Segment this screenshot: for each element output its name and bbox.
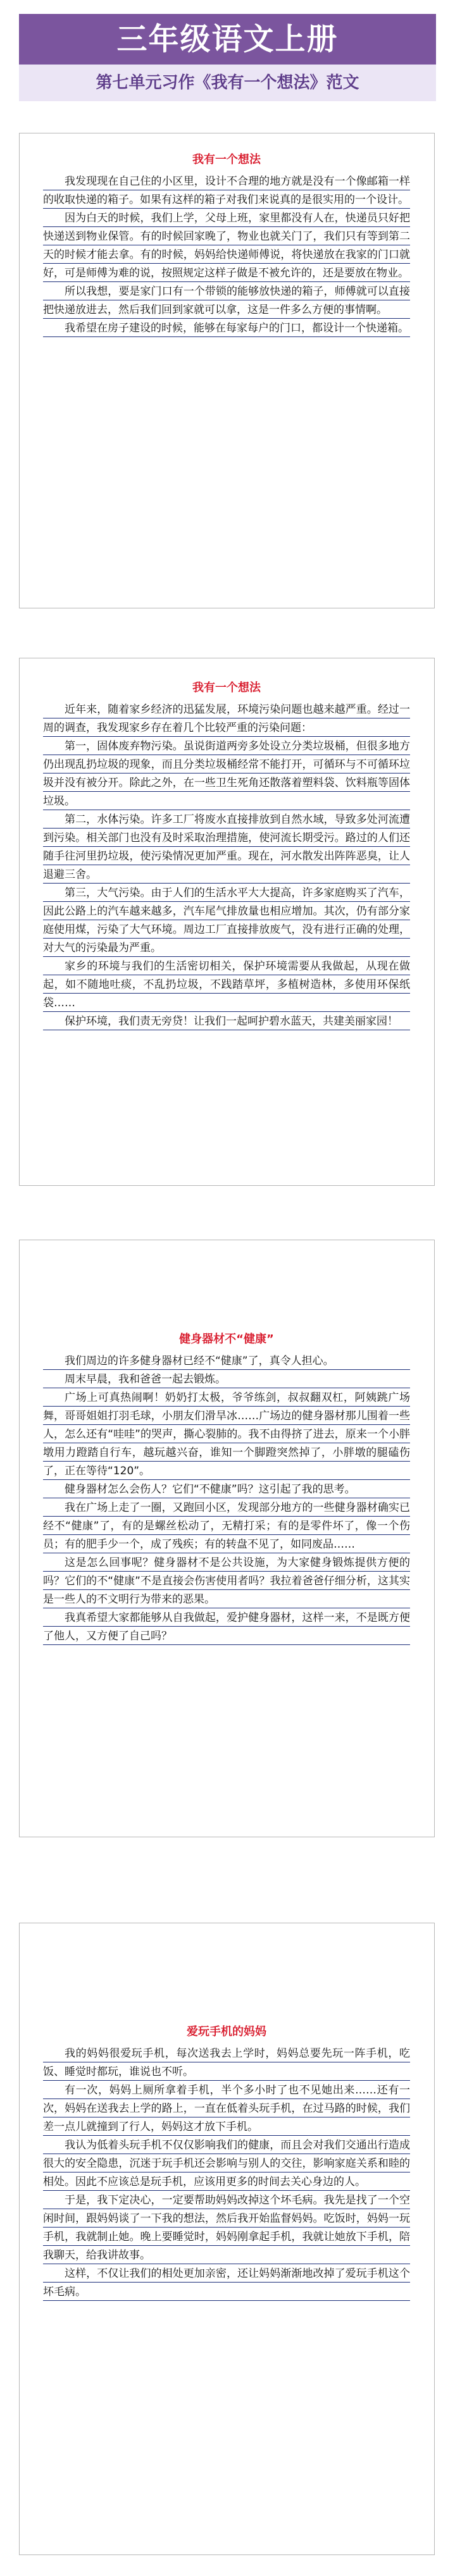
essay-title: 我有一个想法	[192, 681, 261, 694]
page-title: 三年级语文上册	[19, 14, 436, 65]
essay-card-4	[19, 1923, 435, 2555]
essay-paragraph: 我们周边的许多健身器材已经不“健康”了，真令人担心。	[43, 1352, 410, 1371]
essay-paragraph: 第二，水体污染。许多工厂将废水直接排放到自然水域，导致多处河流遭到污染。相关部门也没有及时采取治理措施，使河流长期受污。路过的人们还随手往河里扔垃圾，使污染情况更加严重。现在，河水散发出阵阵恶臭，让人退避三舍。	[43, 811, 410, 884]
essay-title: 健身器材不“健康”	[179, 1333, 274, 1346]
essay-paragraph: 第三，大气污染。由于人们的生活水平大大提高，许多家庭购买了汽车，因此公路上的汽车越来越多，汽车尾气排放量也相应增加。其次，仍有部分家庭使用煤，污染了大气环境。周边工厂直接排放废气，没有进行正确的处理，对大气的污染最为严重。	[43, 884, 410, 958]
essay-paragraph: 于是，我下定决心，一定要帮助妈妈改掉这个坏毛病。我先是找了一个空闲时间，跟妈妈谈了一下我的想法，然后我开始监督妈妈。吃饭时，妈妈一玩手机，我就制止她。晚上要睡觉时，妈妈刚拿起手机，我就让她放下手机，陪我聊天，给我讲故事。	[43, 2191, 410, 2265]
essay-card-2	[19, 658, 435, 1186]
essay-card-3	[19, 1240, 435, 1837]
page-subtitle: 第七单元习作《我有一个想法》范文	[96, 73, 359, 92]
essay-paragraph: 广场上可真热闹啊！奶奶打太极，爷爷练剑，叔叔翻双杠，阿姨跳广场舞，哥哥姐姐打羽毛球，小朋友们滑旱冰……广场边的健身器材那儿围着一些人，怎么还有“哇哇”的哭声，撕心裂肺的。我不由得挤了进去，原来一个小胖墩用力蹬踏自行车，越玩越兴奋，谁知一个脚蹬突然掉了，小胖墩的腿磕伤了，正在等待“120”。	[43, 1389, 410, 1481]
essay-paragraph: 健身器材怎么会伤人？它们“不健康”吗？这引起了我的思考。	[43, 1481, 410, 1499]
essay-paragraph: 这样，不仅让我们的相处更加亲密，还让妈妈渐渐地改掉了爱玩手机这个坏毛病。	[43, 2265, 410, 2302]
essay-paragraph: 第一，固体废弃物污染。虽说街道两旁多处设立分类垃圾桶，但很多地方仍出现乱扔垃圾的现象，而且分类垃圾桶经常不能打开，可循环与不可循环垃圾并没有被分开。除此之外，在一些卫生死角还散落着塑料袋、饮料瓶等固体垃圾。	[43, 737, 410, 811]
essay-card-1	[19, 133, 435, 608]
essay-paragraph: 所以我想，要是家门口有一个带锁的能够放快递的箱子，师傅就可以直接把快递放进去，然后我们回到家就可以拿，这是一件多么方便的事情啊。	[43, 283, 410, 319]
essay-paragraph: 家乡的环境与我们的生活密切相关，保护环境需要从我做起，从现在做起，如不随地吐痰，不乱扔垃圾，不践踏草坪，多植树造林，多使用环保纸袋……	[43, 958, 410, 1013]
essay-paragraph: 保护环境，我们责无旁贷！让我们一起呵护碧水蓝天，共建美丽家园！	[43, 1013, 410, 1031]
essay-paragraph: 我发现现在自己住的小区里，设计不合理的地方就是没有一个像邮箱一样的收取快递的箱子。如果有这样的箱子对我们来说真的是很实用的一个设计。	[43, 173, 410, 209]
essay-paragraph: 有一次，妈妈上厕所拿着手机，半个多小时了也不见她出来……还有一次，妈妈在送我去上学的路上，一直在低着头玩手机，在过马路的时候，我们差一点儿就撞到了行人，妈妈这才放下手机。	[43, 2081, 410, 2136]
essay-paragraph: 我在广场上走了一圈，又跑回小区，发现部分地方的一些健身器材确实已经不“健康”了，有的是螺丝松动了，无精打采；有的是零件坏了，像一个伤员；有的肥手少一个，成了残疾；有的转盘不见了，如同废品……	[43, 1499, 410, 1554]
essay-paragraph: 我的妈妈很爱玩手机，每次送我去上学时，妈妈总要先玩一阵手机，吃饭、睡觉时都玩，谁说也不听。	[43, 2045, 410, 2081]
essay-paragraph: 这是怎么回事呢？健身器材不是公共设施，为大家健身锻炼提供方便的吗？它们的不“健康”不是直接会伤害使用者吗？我拉着爸爸仔细分析，这其实是一些人的不文明行为带来的恶果。	[43, 1554, 410, 1609]
essay-paragraph: 周末早晨，我和爸爸一起去锻炼。	[43, 1371, 410, 1389]
essay-title: 我有一个想法	[192, 153, 261, 166]
header-banner	[19, 14, 436, 101]
essay-paragraph: 我希望在房子建设的时候，能够在每家每户的门口，都设计一个快递箱。	[43, 319, 410, 338]
essay-paragraph: 近年来，随着家乡经济的迅猛发展，环境污染问题也越来越严重。经过一周的调查，我发现家乡存在着几个比较严重的污染问题：	[43, 701, 410, 737]
essay-title: 爱玩手机的妈妈	[187, 2025, 266, 2038]
essay-paragraph: 我真希望大家都能够从自我做起，爱护健身器材，这样一来，不是既方便了他人，又方便了自己吗？	[43, 1609, 410, 1646]
essay-paragraph: 我认为低着头玩手机不仅仅影响我们的健康，而且会对我们交通出行造成很大的安全隐患，沉迷于玩手机还会影响与别人的交往，影响家庭关系和睦的相处。因此不应该总是玩手机，应该用更多的时间去关心身边的人。	[43, 2136, 410, 2191]
essay-paragraph: 因为白天的时候，我们上学，父母上班，家里都没有人在，快递员只好把快递送到物业保管。有的时候回家晚了，物业也就关门了，我们只有等到第二天的时候才能去拿。有的时候，妈妈给快递师傅说，将快递放在我家的门口就好，可是师傅为难的说，按照规定这样子做是不被允许的，还是要放在物业。	[43, 209, 410, 283]
